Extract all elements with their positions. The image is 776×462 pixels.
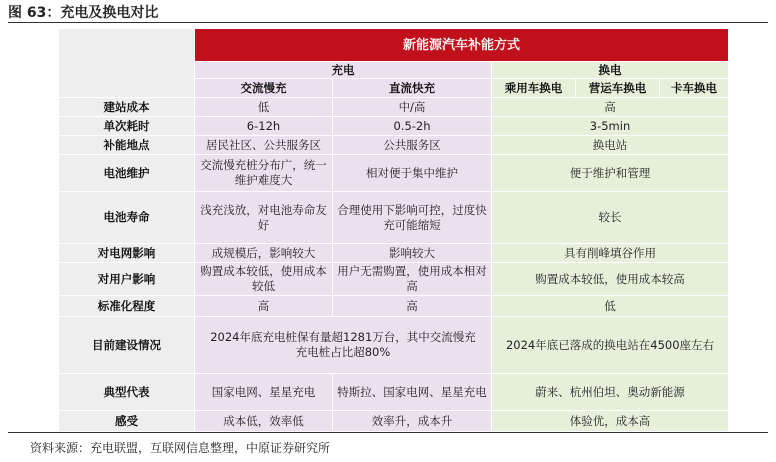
cell-swap: 具有削峰填谷作用 [492, 244, 729, 263]
cell-swap: 换电站 [492, 136, 729, 155]
corner-cell [59, 29, 195, 98]
cell-swap: 低 [492, 296, 729, 317]
row-label: 对电网影响 [59, 244, 195, 263]
cell-dc: 效率升，成本升 [333, 411, 492, 432]
row-label: 电池寿命 [59, 192, 195, 244]
cell-charge-combined: 2024年底充电桩保有量超1281万台，其中交流慢充充电桩占比超80% [195, 317, 492, 374]
cell-dc: 影响较大 [333, 244, 492, 263]
cell-swap: 购置成本较低，使用成本较高 [492, 263, 729, 296]
cell-swap: 蔚来、杭州伯坦、奥动新能源 [492, 374, 729, 411]
cell-ac: 成本低，效率低 [195, 411, 333, 432]
cell-ac: 购置成本较低，使用成本较低 [195, 263, 333, 296]
cell-ac: 居民社区、公共服务区 [195, 136, 333, 155]
title-rule [8, 22, 768, 23]
cell-dc: 公共服务区 [333, 136, 492, 155]
cell-ac: 国家电网、星星充电 [195, 374, 333, 411]
subheader-commercial-swap: 营运车换电 [576, 79, 660, 98]
cell-dc: 用户无需购置，使用成本相对高 [333, 263, 492, 296]
row-label: 建站成本 [59, 98, 195, 117]
row-label: 典型代表 [59, 374, 195, 411]
subheader-truck-swap: 卡车换电 [660, 79, 729, 98]
row-label: 电池维护 [59, 155, 195, 192]
subheader-dc: 直流快充 [333, 79, 492, 98]
cell-swap: 2024年底已落成的换电站在4500座左右 [492, 317, 729, 374]
row-label: 目前建设情况 [59, 317, 195, 374]
comparison-table [58, 28, 729, 432]
group-header-charge: 充电 [195, 62, 492, 79]
cell-swap: 便于维护和管理 [492, 155, 729, 192]
cell-dc: 相对便于集中维护 [333, 155, 492, 192]
cell-swap: 较长 [492, 192, 729, 244]
cell-swap: 体验优，成本高 [492, 411, 729, 432]
cell-dc: 中/高 [333, 98, 492, 117]
cell-ac: 高 [195, 296, 333, 317]
source-rule [8, 432, 768, 433]
cell-ac: 成规模后，影响较大 [195, 244, 333, 263]
source-note: 资料来源：充电联盟，互联网信息整理，中原证券研究所 [30, 441, 331, 455]
cell-ac: 交流慢充桩分布广，统一维护难度大 [195, 155, 333, 192]
cell-dc: 0.5-2h [333, 117, 492, 136]
row-label: 对用户影响 [59, 263, 195, 296]
cell-ac: 浅充浅放，对电池寿命友好 [195, 192, 333, 244]
cell-dc: 高 [333, 296, 492, 317]
subheader-ac: 交流慢充 [195, 79, 333, 98]
row-label: 补能地点 [59, 136, 195, 155]
cell-dc: 合理使用下影响可控，过度快充可能缩短 [333, 192, 492, 244]
figure-title: 图 63：充电及换电对比 [8, 5, 159, 21]
row-label: 感受 [59, 411, 195, 432]
cell-swap: 高 [492, 98, 729, 117]
main-header: 新能源汽车补能方式 [195, 29, 729, 62]
cell-ac: 低 [195, 98, 333, 117]
cell-swap: 3-5min [492, 117, 729, 136]
row-label: 标准化程度 [59, 296, 195, 317]
row-label: 单次耗时 [59, 117, 195, 136]
subheader-passenger-swap: 乘用车换电 [492, 79, 576, 98]
cell-ac: 6-12h [195, 117, 333, 136]
cell-dc: 特斯拉、国家电网、星星充电 [333, 374, 492, 411]
group-header-swap: 换电 [492, 62, 729, 79]
